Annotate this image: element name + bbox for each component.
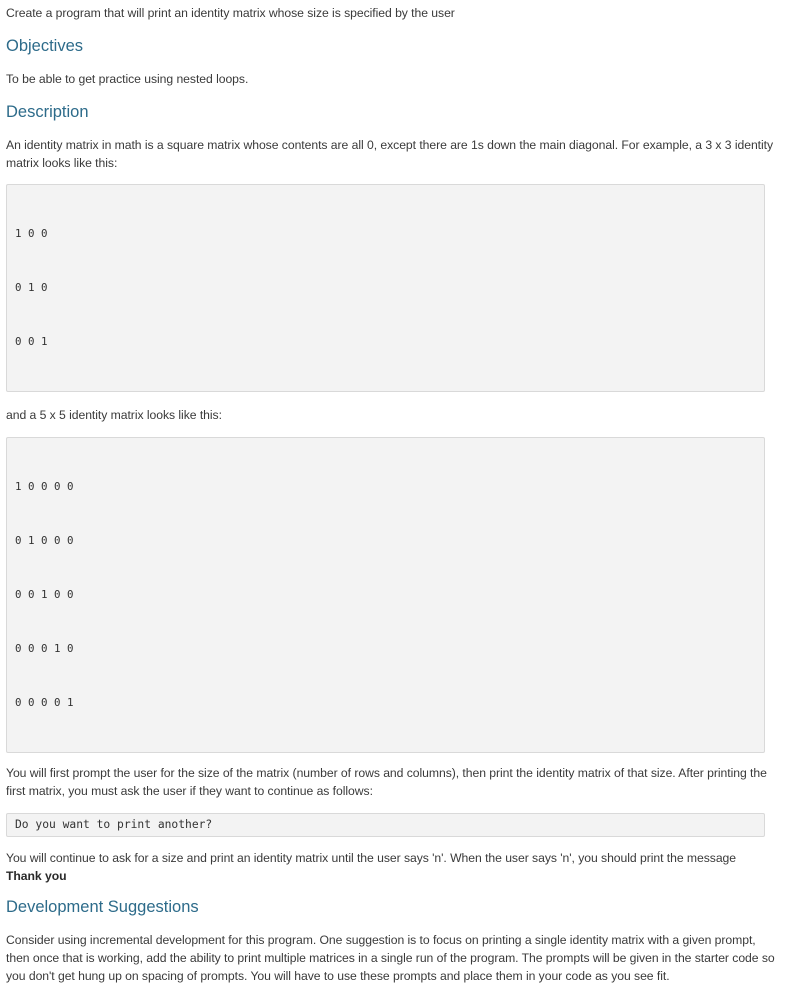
matrix-row: 1 0 0 0 0 — [15, 480, 74, 493]
matrix-5x5-code-block — [6, 437, 765, 753]
matrix-3x3-code-block — [6, 184, 765, 392]
description-paragraph-3: You will first prompt the user for the size of the matrix (number of rows and columns), then print the identity matrix of that size. After printing the first matrix, you must ask the user if they want to continue as follows: — [6, 766, 767, 798]
assignment-page — [0, 2, 785, 985]
intro-text: Create a program that will print an identity matrix whose size is specified by the user — [6, 6, 455, 20]
matrix-row: 0 1 0 0 0 — [15, 534, 74, 547]
description-paragraph-4 — [6, 849, 780, 885]
objectives-heading: Objectives — [6, 37, 84, 55]
continue-instruction-text: You will continue to ask for a size and print an identity matrix until the user says 'n'. When the user says 'n', you should print the message — [6, 851, 737, 865]
development-heading: Development Suggestions — [6, 898, 199, 916]
matrix-row: 0 0 1 — [15, 335, 48, 348]
objectives-text: To be able to get practice using nested loops. — [6, 72, 249, 86]
matrix-row: 0 1 0 — [15, 281, 48, 294]
description-heading: Description — [6, 103, 89, 121]
description-paragraph-2: and a 5 x 5 identity matrix looks like this: — [6, 408, 222, 422]
thank-you-message: Thank you — [6, 869, 67, 883]
matrix-row: 0 0 1 0 0 — [15, 588, 74, 601]
matrix-row: 0 0 0 0 1 — [15, 696, 74, 709]
matrix-row: 0 0 0 1 0 — [15, 642, 74, 655]
matrix-row: 1 0 0 — [15, 227, 48, 240]
prompt-code-block: Do you want to print another? — [6, 813, 765, 837]
development-text: Consider using incremental development for this program. One suggestion is to focus on printing a single identity matrix with a given prompt, then once that is working, add the ability to print multiple matrices in a single run of the program. The prompts will be given in the starter code so you don't get hung up on spacing of prompts. You will have to use these prompts and place them in your code as you see fit. — [6, 933, 775, 983]
description-paragraph-1: An identity matrix in math is a square matrix whose contents are all 0, except there are 1s down the main diagonal. For example, a 3 x 3 identity matrix looks like this: — [6, 138, 774, 170]
